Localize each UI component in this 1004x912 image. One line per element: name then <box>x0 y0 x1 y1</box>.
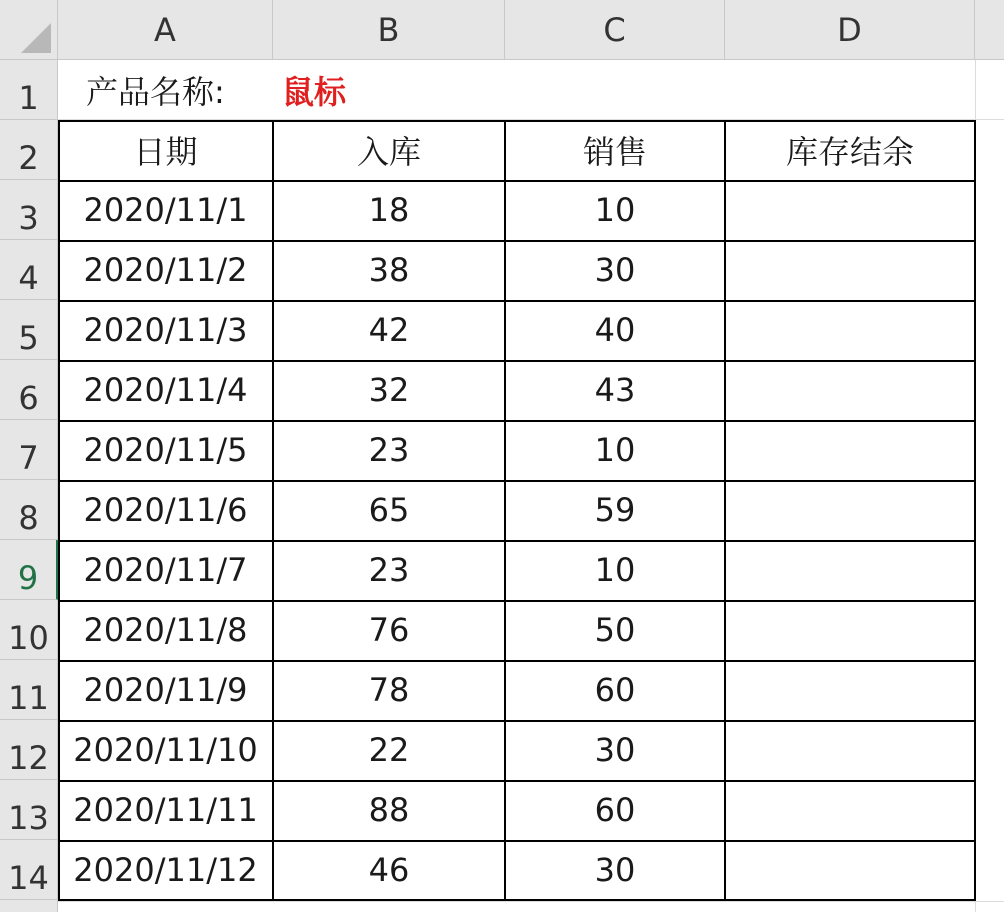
cell-balance[interactable] <box>725 480 975 540</box>
cell-date[interactable]: 2020/11/11 <box>73 791 258 829</box>
select-all-icon <box>21 23 51 53</box>
cell-balance[interactable] <box>725 420 975 480</box>
cell-in[interactable]: 78 <box>368 671 410 709</box>
cell-in[interactable]: 46 <box>368 851 410 889</box>
cell-in[interactable]: 65 <box>368 491 410 529</box>
cell-date[interactable]: 2020/11/8 <box>83 611 248 649</box>
product-label[interactable]: 产品名称: <box>86 73 225 111</box>
cell-sales[interactable]: 59 <box>594 491 636 529</box>
table-header-balance[interactable]: 库存结余 <box>785 133 914 171</box>
table-header-in[interactable]: 入库 <box>356 133 421 171</box>
cell-balance[interactable] <box>725 300 975 360</box>
cell-in[interactable]: 23 <box>368 551 410 589</box>
row-header-4[interactable]: 4 <box>0 240 58 300</box>
gridline <box>58 901 1004 902</box>
row-header-6[interactable]: 6 <box>0 360 58 420</box>
cell-sales[interactable]: 10 <box>594 191 636 229</box>
cell-balance[interactable] <box>725 540 975 600</box>
cell-sales[interactable]: 30 <box>594 851 636 889</box>
row-header-12[interactable]: 12 <box>0 720 58 780</box>
table-header-date[interactable]: 日期 <box>133 133 198 171</box>
cell-in[interactable]: 88 <box>368 791 410 829</box>
column-header-b[interactable]: B <box>273 0 505 60</box>
cell-sales[interactable]: 60 <box>594 671 636 709</box>
row-header-2[interactable]: 2 <box>0 120 58 180</box>
row-header-7[interactable]: 7 <box>0 420 58 480</box>
cell-date[interactable]: 2020/11/5 <box>83 431 248 469</box>
cell-sales[interactable]: 10 <box>594 431 636 469</box>
cell-in[interactable]: 18 <box>368 191 410 229</box>
row-header-filler <box>0 900 58 912</box>
cell-sales[interactable]: 60 <box>594 791 636 829</box>
row-header-13[interactable]: 13 <box>0 780 58 840</box>
cell-in[interactable]: 76 <box>368 611 410 649</box>
cell-sales[interactable]: 40 <box>594 311 636 349</box>
row-header-5[interactable]: 5 <box>0 300 58 360</box>
cell-balance[interactable] <box>725 720 975 780</box>
cell-in[interactable]: 23 <box>368 431 410 469</box>
cell-date[interactable]: 2020/11/10 <box>73 731 258 769</box>
cell-date[interactable]: 2020/11/4 <box>83 371 248 409</box>
cell-date[interactable]: 2020/11/3 <box>83 311 248 349</box>
cell-sales[interactable]: 50 <box>594 611 636 649</box>
cell-in[interactable]: 42 <box>368 311 410 349</box>
table-header-sales[interactable]: 销售 <box>582 133 647 171</box>
cell-sales[interactable]: 43 <box>594 371 636 409</box>
cell-date[interactable]: 2020/11/9 <box>83 671 248 709</box>
column-header-a[interactable]: A <box>58 0 273 60</box>
cell-balance[interactable] <box>725 240 975 300</box>
row-header-8[interactable]: 8 <box>0 480 58 540</box>
row-header-11[interactable]: 11 <box>0 660 58 720</box>
select-all-button[interactable] <box>0 0 58 60</box>
cell-in[interactable]: 32 <box>368 371 410 409</box>
cell-balance[interactable] <box>725 780 975 840</box>
cell-date[interactable]: 2020/11/12 <box>73 851 258 889</box>
row-header-3[interactable]: 3 <box>0 180 58 240</box>
cell-balance[interactable] <box>725 840 975 900</box>
cell-date[interactable]: 2020/11/1 <box>83 191 248 229</box>
cell-balance[interactable] <box>725 180 975 240</box>
cell-date[interactable]: 2020/11/2 <box>83 251 248 289</box>
product-value[interactable]: 鼠标 <box>282 73 347 111</box>
column-header-c[interactable]: C <box>505 0 725 60</box>
cell-in[interactable]: 22 <box>368 731 410 769</box>
row-header-9[interactable]: 9 <box>0 540 58 600</box>
row-header-1[interactable]: 1 <box>0 60 58 120</box>
cell-balance[interactable] <box>725 660 975 720</box>
cell-balance[interactable] <box>725 600 975 660</box>
cell-sales[interactable]: 30 <box>594 251 636 289</box>
column-header-d[interactable]: D <box>725 0 975 60</box>
cell-sales[interactable]: 10 <box>594 551 636 589</box>
cell-in[interactable]: 38 <box>368 251 410 289</box>
column-header-filler <box>975 0 1004 60</box>
cell-balance[interactable] <box>725 360 975 420</box>
row-header-14[interactable]: 14 <box>0 840 58 900</box>
cell-date[interactable]: 2020/11/6 <box>83 491 248 529</box>
cell-sales[interactable]: 30 <box>594 731 636 769</box>
row-header-10[interactable]: 10 <box>0 600 58 660</box>
cell-date[interactable]: 2020/11/7 <box>83 551 248 589</box>
